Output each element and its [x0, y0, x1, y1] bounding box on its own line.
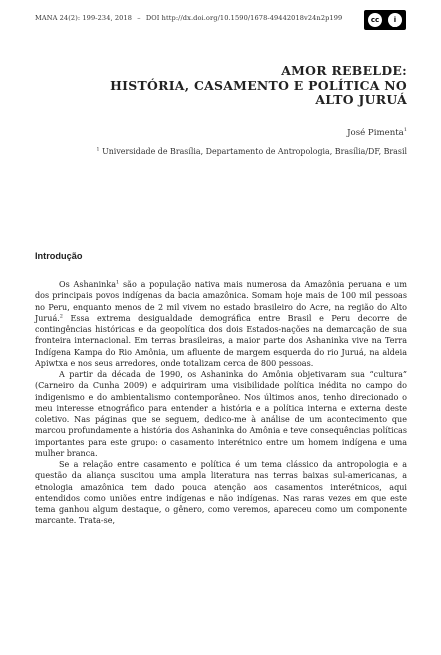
cc-by-label: BY [392, 23, 398, 28]
article-title [110, 64, 407, 108]
affiliation-text: Universidade de Brasília, Departamento de Antropologia, Brasília/DF, Brasil [102, 147, 407, 156]
article-body [35, 279, 407, 527]
section-heading: Introdução [35, 251, 83, 261]
author-note-marker: 1 [403, 127, 407, 134]
affiliation-note-marker: 1 [96, 146, 100, 153]
footnote-marker[interactable]: 1 [116, 279, 120, 286]
author-line [347, 128, 407, 138]
author-affiliation [96, 147, 407, 156]
title-line-2: HISTÓRIA, CASAMENTO E POLÍTICA NO [110, 77, 407, 93]
journal-citation: MANA 24(2): 199-234, 2018 [35, 14, 133, 22]
author-name: José Pimenta [347, 128, 404, 138]
doi-label: DOI [145, 14, 160, 22]
title-line-3: ALTO JURUÁ [315, 92, 407, 107]
attribution-icon: i [388, 13, 402, 27]
footnote-marker[interactable]: 2 [59, 313, 63, 320]
running-head: MANA 24(2): 199-234, 2018 – DOI http://dx.doi.org/10.1590/1678-49442018v24n2p199 [35, 14, 343, 22]
cc-icon: cc [368, 13, 382, 27]
doi-link[interactable]: http://dx.doi.org/10.1590/1678-49442018v24n2p199 [161, 14, 343, 22]
body-paragraph: A partir da década de 1990, os Ashaninka do Amônia objetivaram sua “cultura” (Carneiro da Cunha 2009) e adquiriram uma visibilidade política inédita no campo do indigenismo e do ambientalismo contemporâneo. Nos últimos anos, tenho direcionado o meu interesse etnográfico para entender a história e a política interna e externa deste coletivo. Nas páginas que se seguem, dedico-me à análise de um acontecimento que marcou profundamente a história dos Ashaninka do Amônia e teve consequências políticas importantes para este grupo: o casamento interétnico entre um homem indígena e uma mulher branca. [35, 370, 407, 458]
body-paragraph: Os Ashaninka$^1$ são a população nativa mais numerosa da Amazônia peruana e um dos principais povos indígenas da bacia amazônica. Somam hoje mais de 100 mil pessoas no Peru, enquanto menos de 2 mil vivem no estado brasileiro do Acre, na região do Alto Juruá.$^2$ Essa extrema desigualdade demográfica entre Brasil e Peru decorre de contingências históricas e da geopolítica dos dois Estados-nações na demarcação de sua fronteira internacional. Em terras brasileiras, a maior parte dos Ashaninka vive na Terra Indígena Kampa do Rio Amônia, um afluente de margem esquerda do rio Juruá, na aldeia Apiwtxa e nos seus arredores, onde totalizam cerca de 800 pessoas. [35, 279, 407, 368]
title-line-1: AMOR REBELDE: [281, 63, 407, 78]
body-paragraph: Se a relação entre casamento e política é um tema clássico da antropologia e a questão da aliança suscitou uma ampla literatura nas terras baixas sul-americanas, a etnologia amazônica tem dado pouca atenção aos casamentos interétnicos, aqui entendidos como uniões entre indígenas e não indígenas. Nas raras vezes em que este tema ganhou algum destaque, o gênero, como veremos, apareceu como um componente marcante. Trata-se, [35, 460, 407, 526]
